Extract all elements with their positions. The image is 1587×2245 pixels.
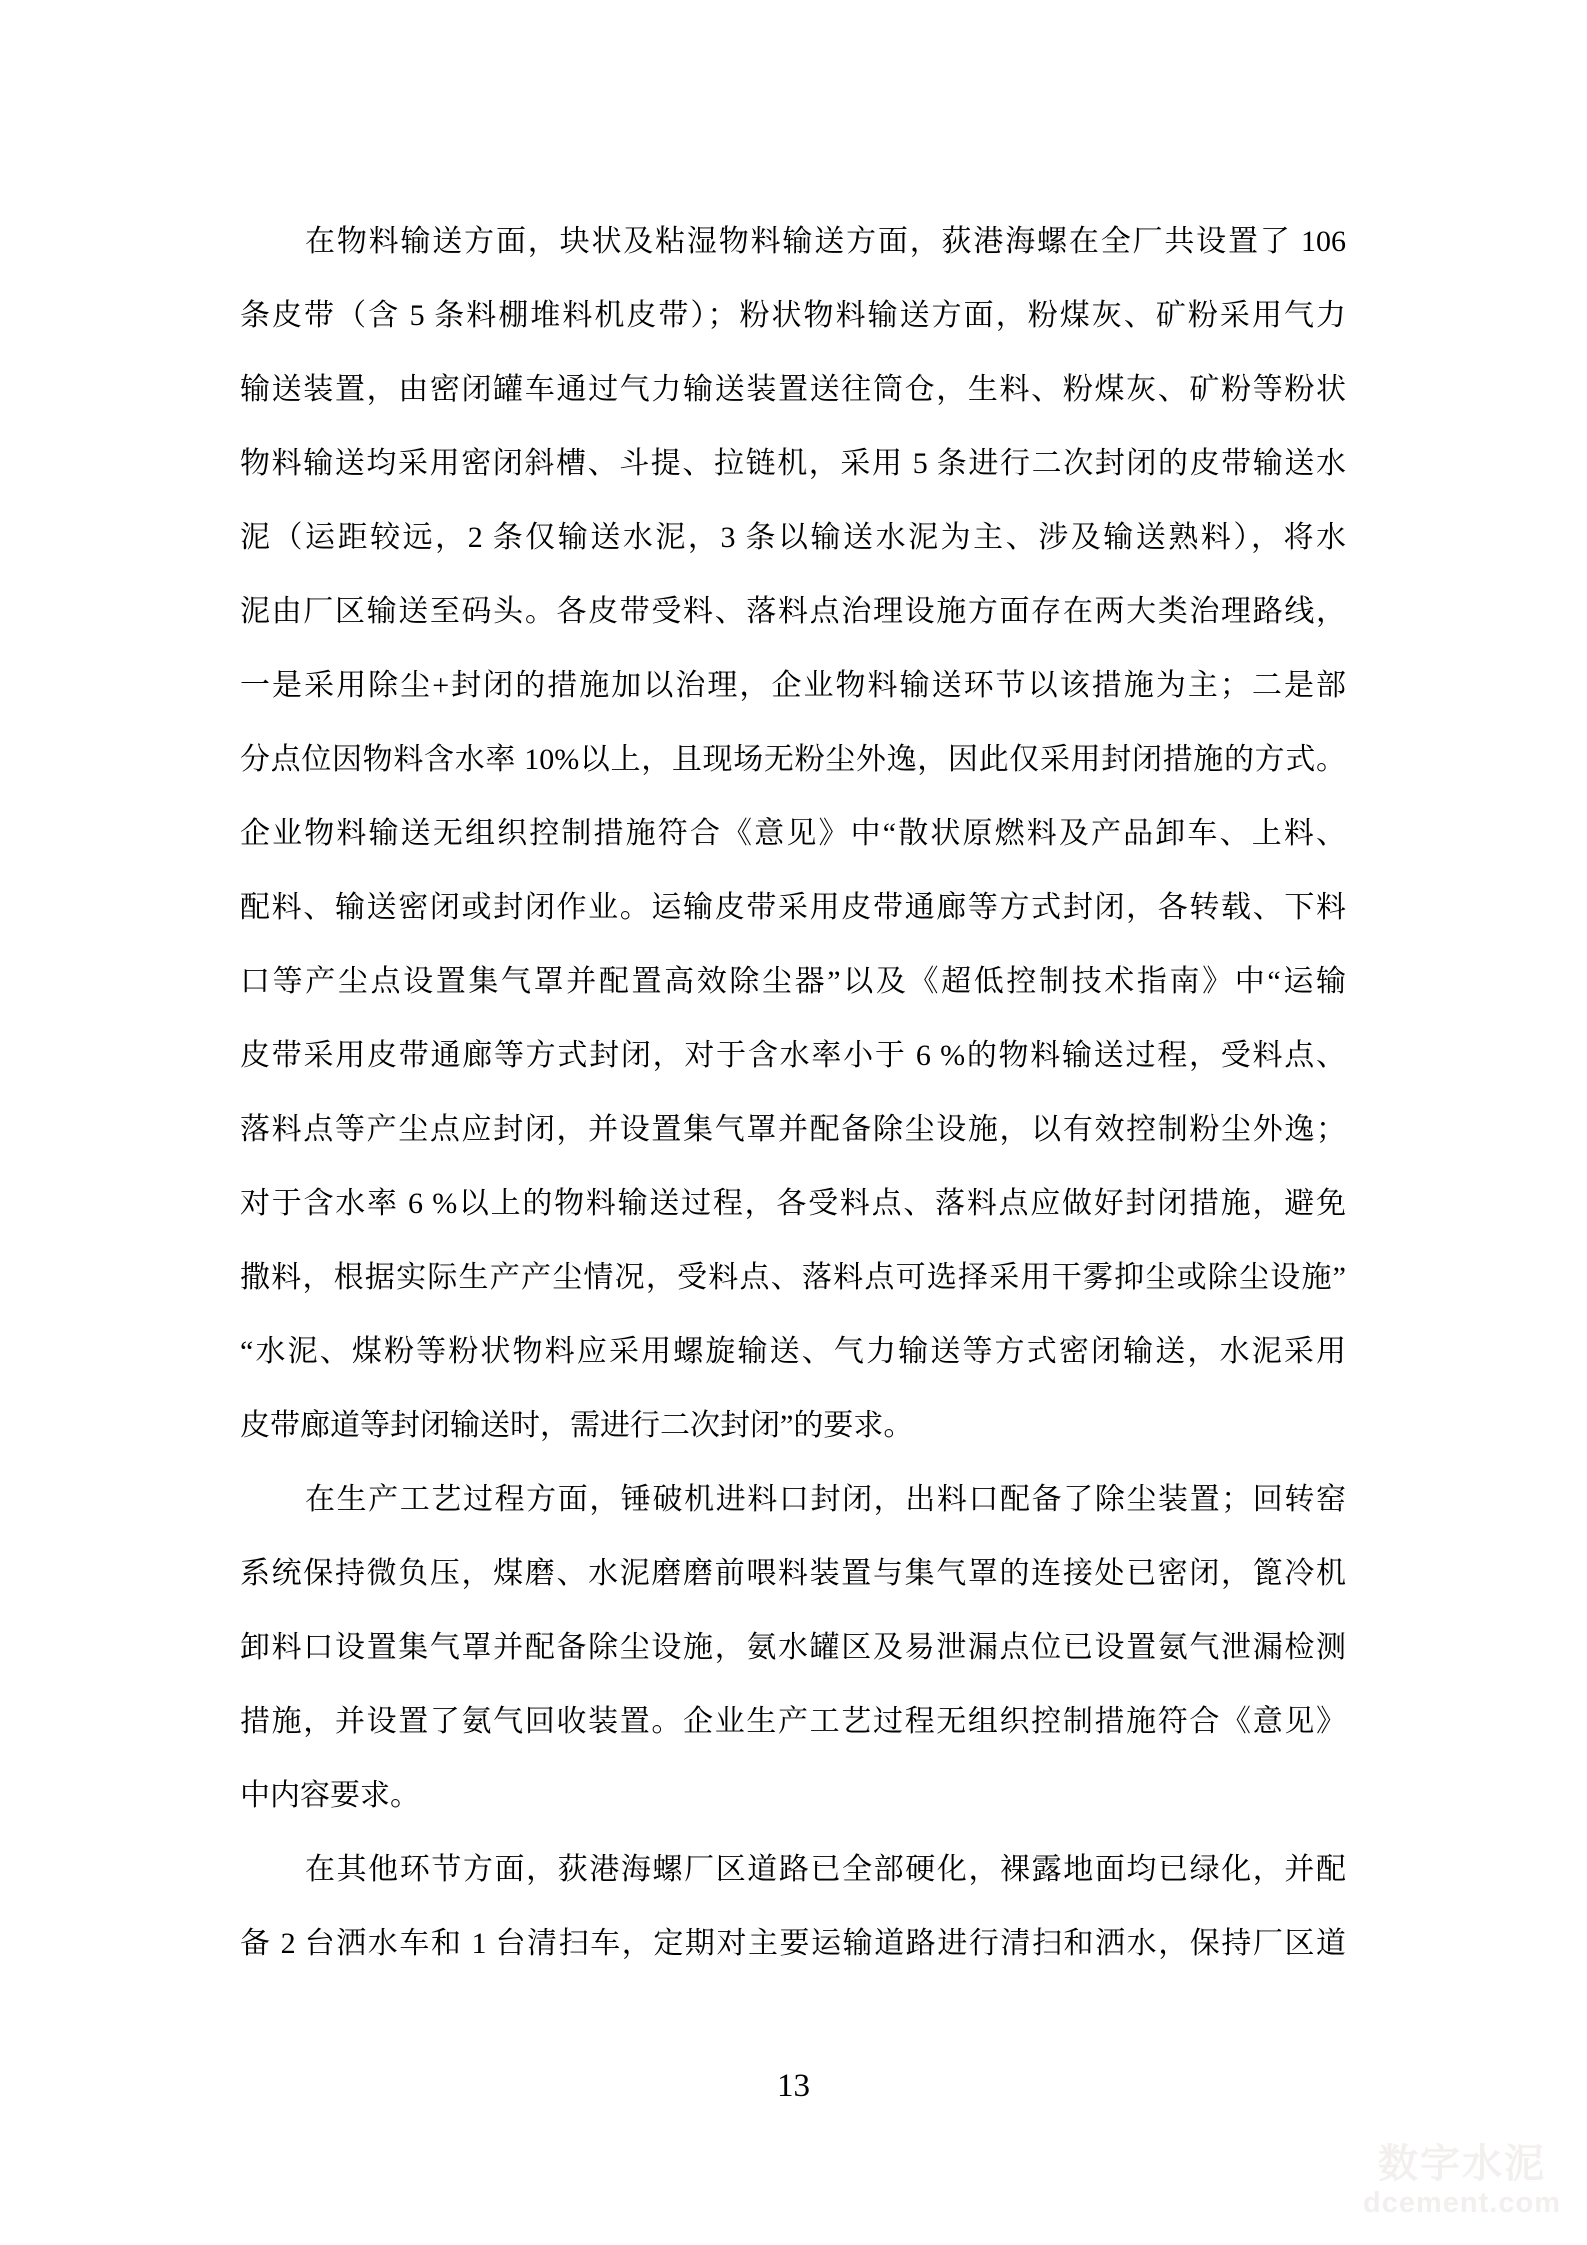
text-line: 口等产尘点设置集气罩并配置高效除尘器”以及《超低控制技术指南》中“运输 <box>240 965 1346 998</box>
text-line: 中内容要求。 <box>240 1779 420 1812</box>
page-number: 13 <box>777 2068 810 2104</box>
body-text <box>240 205 1346 1981</box>
text-line: 泥由厂区输送至码头。各皮带受料、落料点治理设施方面存在两大类治理路线， <box>240 595 1346 628</box>
text-line: 措施，并设置了氨气回收装置。企业生产工艺过程无组织控制措施符合《意见》 <box>240 1705 1346 1738</box>
text-line: 对于含水率 6 %以上的物料输送过程，各受料点、落料点应做好封闭措施，避免 <box>240 1187 1346 1220</box>
text-line: 在物料输送方面，块状及粘湿物料输送方面，荻港海螺在全厂共设置了 106 <box>305 225 1346 258</box>
text-line: 在生产工艺过程方面，锤破机进料口封闭，出料口配备了除尘装置；回转窑 <box>305 1483 1346 1516</box>
text-line: 条皮带（含 5 条料棚堆料机皮带）；粉状物料输送方面，粉煤灰、矿粉采用气力 <box>240 299 1346 332</box>
text-line: 配料、输送密闭或封闭作业。运输皮带采用皮带通廊等方式封闭，各转载、下料 <box>240 891 1346 924</box>
text-line: 备 2 台洒水车和 1 台清扫车，定期对主要运输道路进行清扫和洒水，保持厂区道 <box>240 1927 1346 1960</box>
text-line: 一是采用除尘+封闭的措施加以治理，企业物料输送环节以该措施为主；二是部 <box>240 669 1346 702</box>
text-line: 落料点等产尘点应封闭，并设置集气罩并配备除尘设施，以有效控制粉尘外逸； <box>240 1113 1346 1146</box>
text-line: 系统保持微负压，煤磨、水泥磨磨前喂料装置与集气罩的连接处已密闭，篦冷机 <box>240 1557 1346 1590</box>
text-line: 物料输送均采用密闭斜槽、斗提、拉链机，采用 5 条进行二次封闭的皮带输送水 <box>240 447 1346 480</box>
text-line: 输送装置，由密闭罐车通过气力输送装置送往筒仓，生料、粉煤灰、矿粉等粉状 <box>240 373 1346 406</box>
text-line: 企业物料输送无组织控制措施符合《意见》中“散状原燃料及产品卸车、上料、 <box>240 817 1346 850</box>
text-line: “水泥、煤粉等粉状物料应采用螺旋输送、气力输送等方式密闭输送，水泥采用 <box>240 1335 1346 1368</box>
text-line: 皮带采用皮带通廊等方式封闭，对于含水率小于 6 %的物料输送过程，受料点、 <box>240 1039 1346 1072</box>
watermark-brand-text: 数字水泥 <box>1378 2142 1547 2186</box>
text-line: 在其他环节方面，荻港海螺厂区道路已全部硬化，裸露地面均已绿化，并配 <box>305 1853 1346 1886</box>
text-line: 泥（运距较远，2 条仅输送水泥，3 条以输送水泥为主、涉及输送熟料），将水 <box>240 521 1346 554</box>
text-line: 皮带廊道等封闭输送时，需进行二次封闭”的要求。 <box>240 1409 914 1442</box>
text-line: 分点位因物料含水率 10%以上，且现场无粉尘外逸，因此仅采用封闭措施的方式。 <box>240 743 1346 776</box>
text-line: 撒料，根据实际生产产尘情况，受料点、落料点可选择采用干雾抑尘或除尘设施” <box>240 1261 1346 1294</box>
watermark <box>1363 2142 1561 2220</box>
text-line: 卸料口设置集气罩并配备除尘设施，氨水罐区及易泄漏点位已设置氨气泄漏检测 <box>240 1631 1346 1664</box>
watermark-domain-text: dcement.com <box>1363 2187 1561 2219</box>
